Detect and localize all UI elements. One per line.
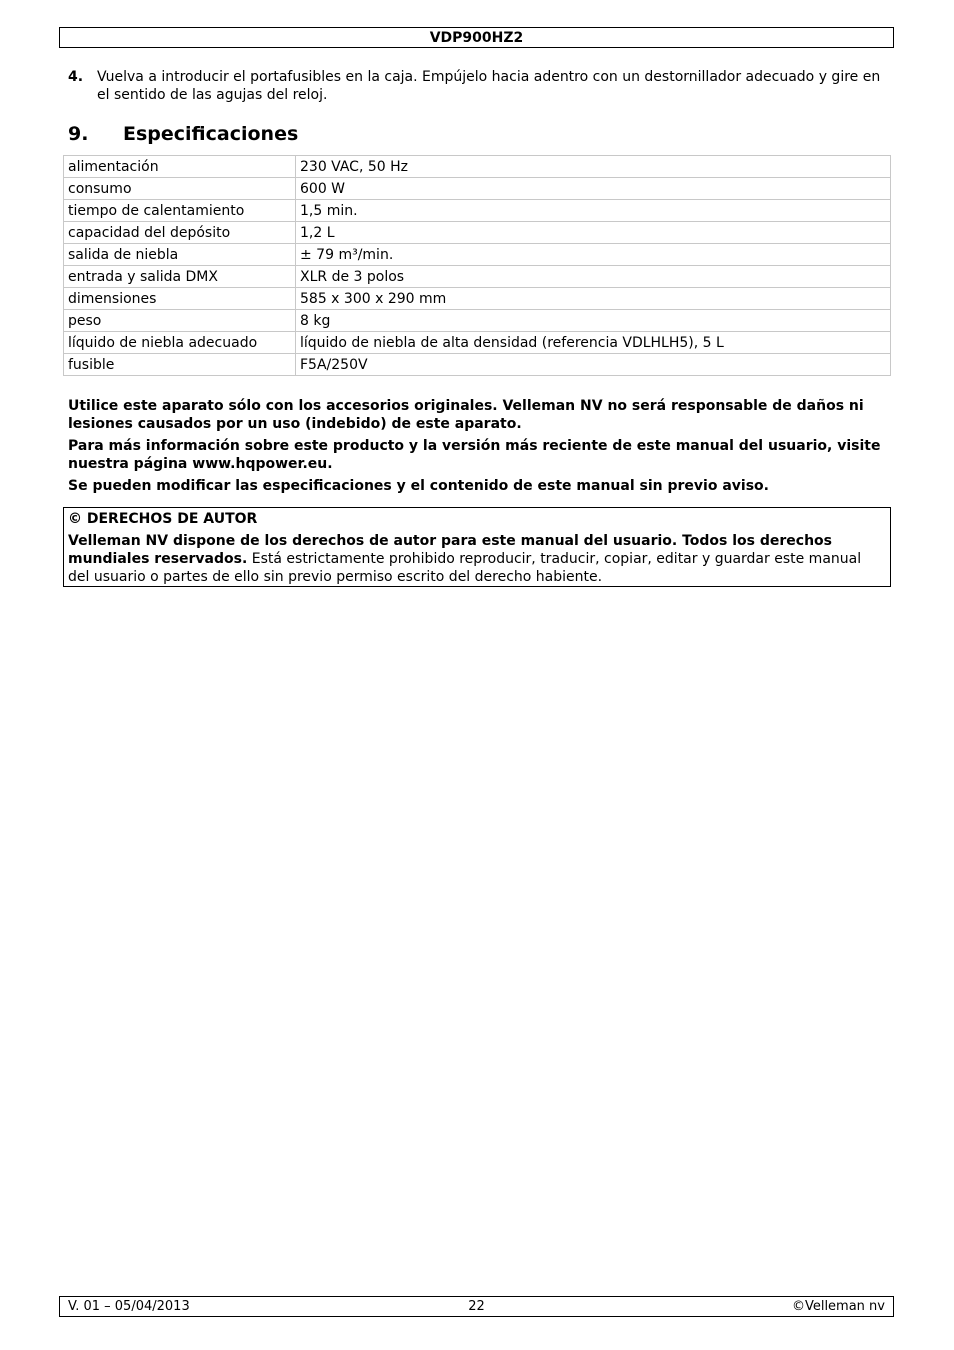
section-number: 9. <box>68 123 89 145</box>
footer-version: V. 01 – 05/04/2013 <box>68 1299 190 1314</box>
table-row <box>64 222 891 244</box>
spec-label: salida de niebla <box>64 244 296 266</box>
table-row <box>64 288 891 310</box>
table-row <box>64 244 891 266</box>
spec-value: F5A/250V <box>296 354 891 376</box>
page-header <box>59 27 894 48</box>
spec-label: dimensiones <box>64 288 296 310</box>
model-name: VDP900HZ2 <box>429 30 524 46</box>
spec-value: 230 VAC, 50 Hz <box>296 156 891 178</box>
copyright-text <box>68 532 886 586</box>
spec-label: consumo <box>64 178 296 200</box>
table-row <box>64 200 891 222</box>
section-heading <box>68 122 298 146</box>
copyright-title: © DERECHOS DE AUTOR <box>68 511 258 527</box>
spec-label: tiempo de calentamiento <box>64 200 296 222</box>
spec-value: líquido de niebla de alta densidad (referencia VDLHLH5), 5 L <box>296 332 891 354</box>
spec-label: alimentación <box>64 156 296 178</box>
specifications-table <box>63 155 891 376</box>
spec-label: entrada y salida DMX <box>64 266 296 288</box>
info-note: Para más información sobre este producto y la versión más reciente de este manual del usuario, visite nuestra página www.hqpower.eu. <box>68 438 881 472</box>
spec-label: líquido de niebla adecuado <box>64 332 296 354</box>
spec-value: 8 kg <box>296 310 891 332</box>
table-row <box>64 332 891 354</box>
notes-block <box>68 397 890 499</box>
changes-note: Se pueden modificar las especificaciones y el contenido de este manual sin previo aviso. <box>68 478 769 494</box>
table-row <box>64 354 891 376</box>
step-number: 4. <box>68 69 84 85</box>
spec-value: XLR de 3 polos <box>296 266 891 288</box>
spec-label: capacidad del depósito <box>64 222 296 244</box>
spec-value: 1,5 min. <box>296 200 891 222</box>
step-text: Vuelva a introducir el portafusibles en la caja. Empújelo hacia adentro con un destornillador adecuado y gire en el sentido de las agujas del reloj. <box>97 69 881 103</box>
copyright-normal-text: Está estrictamente prohibido reproducir, traducir, copiar, editar y guardar este manual del usuario o partes de ello sin previo permiso escrito del derecho habiente. <box>68 551 862 585</box>
spec-label: peso <box>64 310 296 332</box>
page-number: 22 <box>468 1299 485 1314</box>
footer-copyright: ©Velleman nv <box>791 1299 885 1314</box>
table-row <box>64 178 891 200</box>
spec-value: 1,2 L <box>296 222 891 244</box>
table-row <box>64 310 891 332</box>
table-row <box>64 156 891 178</box>
spec-value: 585 x 300 x 290 mm <box>296 288 891 310</box>
spec-label: fusible <box>64 354 296 376</box>
page-footer <box>59 1296 894 1317</box>
step-item <box>68 68 890 104</box>
spec-value: 600 W <box>296 178 891 200</box>
accessories-note: Utilice este aparato sólo con los accesorios originales. Velleman NV no será responsable de daños ni lesiones causados por un uso (indebido) de este aparato. <box>68 398 864 432</box>
copyright-bold-text: Velleman NV dispone de los derechos de autor para este manual del usuario. Todos los derechos mundiales reservados. <box>68 533 833 567</box>
section-title: Especificaciones <box>123 123 299 145</box>
spec-value: ± 79 m³/min. <box>296 244 891 266</box>
table-row <box>64 266 891 288</box>
copyright-box <box>63 507 891 587</box>
